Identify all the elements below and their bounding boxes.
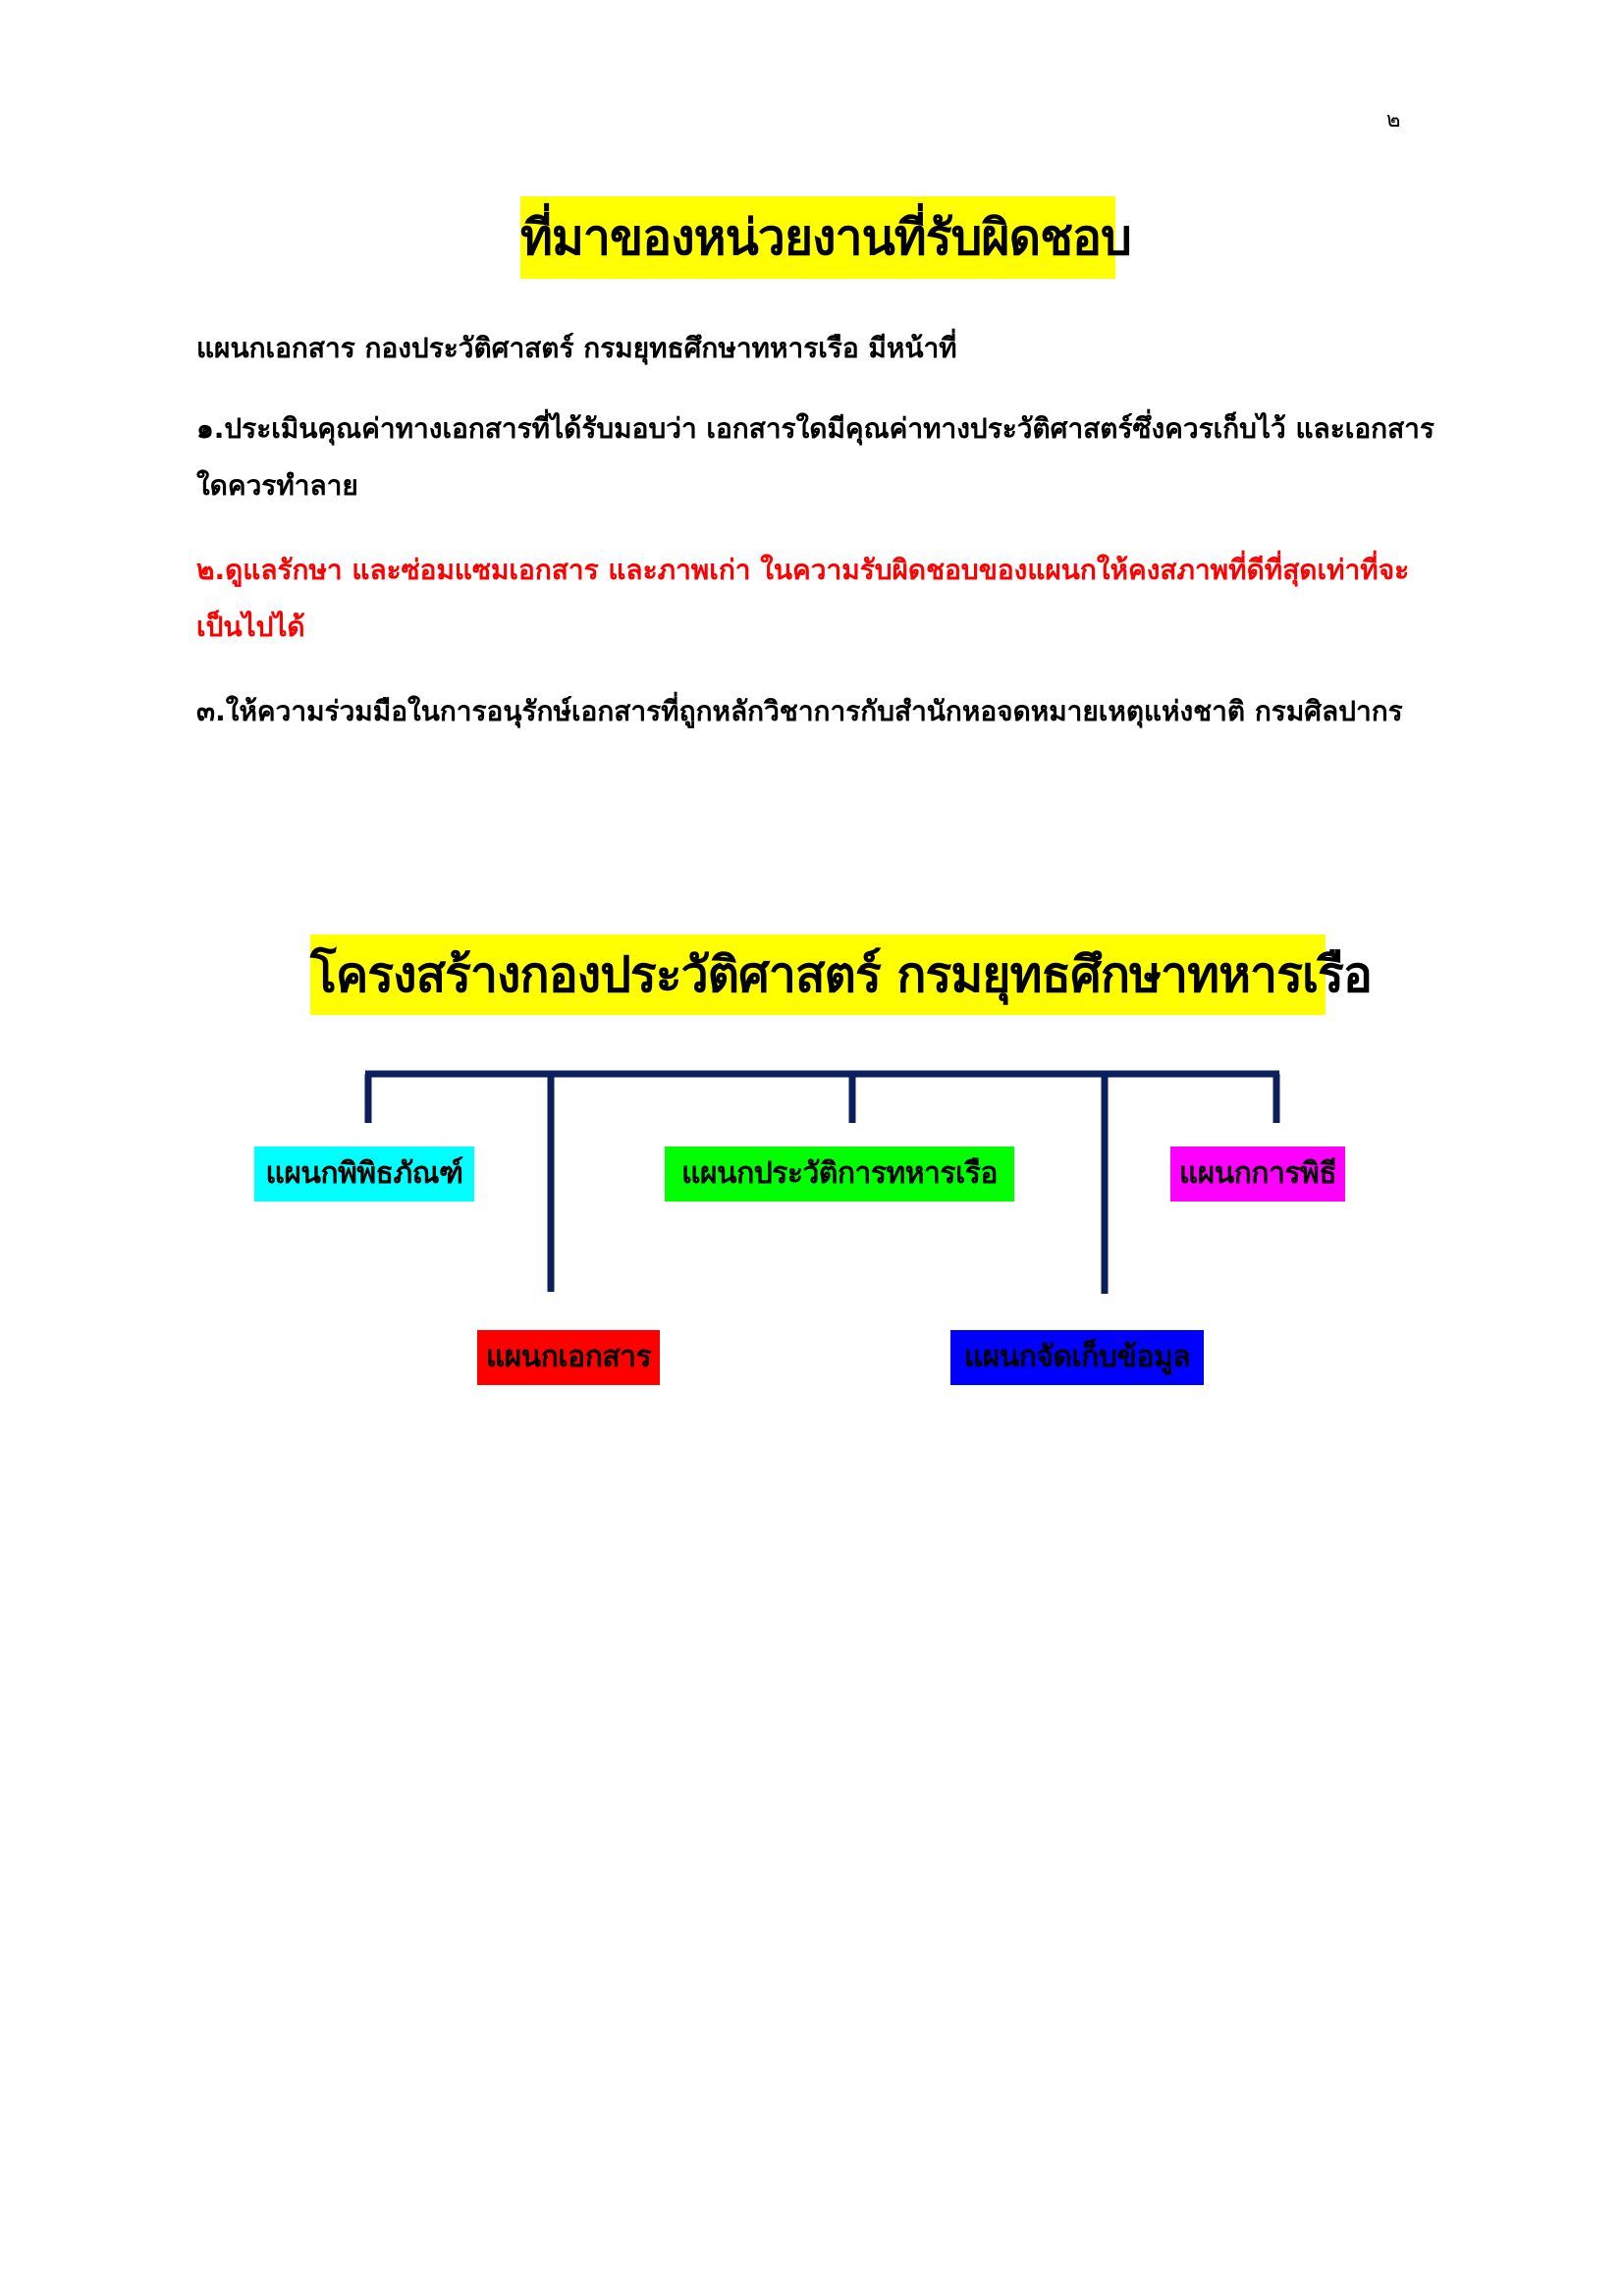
duty-item-3: ๓.ให้ความร่วมมือในการอนุรักษ์เอกสารที่ถูกหลักวิชาการกับสำนักหอจดหมายเหตุแห่งชาติ กรมศิลปากร (196, 695, 1403, 727)
unit-ceremony: แผนกการพิธี (1170, 1147, 1345, 1201)
unit-data-archive: แผนกจัดเก็บข้อมูล (950, 1330, 1204, 1385)
intro-paragraph: แผนกเอกสาร กองประวัติศาสตร์ กรมยุทธศึกษาทหารเรือ มีหน้าที่ (196, 332, 957, 364)
unit-naval-history: แผนกประวัติการทหารเรือ (665, 1147, 1014, 1201)
duty-item-1: ๑.ประเมินคุณค่าทางเอกสารที่ได้รับมอบว่า เอกสารใดมีคุณค่าทางประวัติศาสตร์ซึ่งควรเก็บไว้ และเอกสารใดควรทำลาย (196, 412, 1435, 502)
unit-museum: แผนกพิพิธภัณฑ์ (254, 1147, 474, 1201)
duty-item-2: ๒.ดูแลรักษา และซ่อมแซมเอกสาร และภาพเก่า ในความรับผิดชอบของแผนกให้คงสภาพที่ดีที่สุดเท่าที่จะเป็นไปได้ (196, 554, 1410, 643)
section-title-origin: ที่มาของหน่วยงานที่รับผิดชอบ (520, 196, 1115, 279)
section-title-structure: โครงสร้างกองประวัติศาสตร์ กรมยุทธศึกษาทหารเรือ (310, 934, 1326, 1015)
unit-documents: แผนกเอกสาร (477, 1330, 660, 1385)
page-number: ๒ (1386, 108, 1401, 133)
